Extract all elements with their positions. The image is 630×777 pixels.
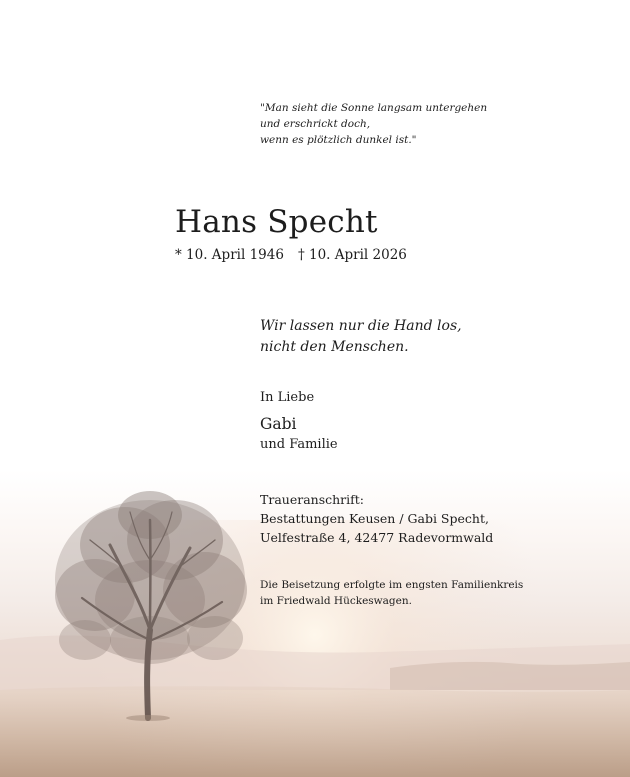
birth-date: * 10. April 1946 — [175, 247, 284, 263]
deceased-name: Hans Specht — [175, 204, 378, 240]
quote-line: und erschrickt doch, — [260, 118, 371, 130]
address-line: Uelfestraße 4, 42477 Radevormwald — [260, 530, 494, 545]
mourning-address — [260, 490, 493, 547]
burial-notice — [260, 577, 523, 609]
opening-quote — [260, 100, 487, 148]
field — [0, 686, 630, 777]
motto-line: nicht den Menschen. — [260, 339, 409, 355]
death-date: † 10. April 2026 — [297, 247, 407, 263]
address-line: Bestattungen Keusen / Gabi Specht, — [260, 511, 489, 526]
motto — [260, 316, 462, 358]
mourner-family: und Familie — [260, 437, 338, 452]
mourners-intro: In Liebe — [260, 390, 315, 405]
burial-line: Die Beisetzung erfolgte im engsten Familienkreis — [260, 579, 524, 591]
burial-line: im Friedwald Hückeswagen. — [260, 595, 412, 607]
motto-line: Wir lassen nur die Hand los, — [260, 318, 462, 334]
distant-treeline — [390, 662, 630, 690]
quote-line: "Man sieht die Sonne langsam untergehen — [260, 102, 488, 114]
mourner-name: Gabi — [260, 415, 297, 433]
address-label: Traueranschrift: — [260, 492, 364, 507]
life-dates — [175, 245, 407, 265]
quote-line: wenn es plötzlich dunkel ist." — [260, 134, 417, 146]
